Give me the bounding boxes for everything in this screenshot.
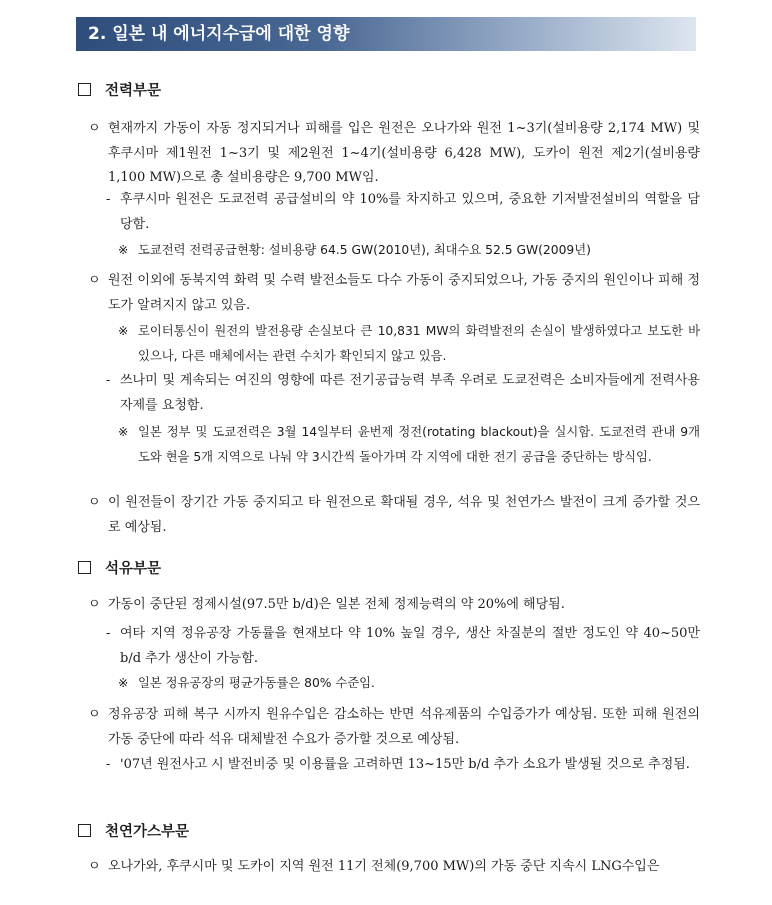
power-subpoint-1: - 후쿠시마 원전은 도쿄전력 공급설비의 약 10%를 차지하고 있으며, 중요한 기저발전설비의 역할을 담당함. bbox=[106, 188, 700, 237]
section-power-title: 전력부문 bbox=[78, 81, 161, 101]
circle-bullet-icon: ㅇ bbox=[88, 495, 101, 510]
checkbox-square-icon bbox=[78, 83, 91, 96]
oil-subpoint-1: - 여타 지역 정유공장 가동률을 현재보다 약 10% 높일 경우, 생산 차질분의 절반 정도인 약 40~50만 b/d 추가 생산이 가능함. bbox=[106, 622, 700, 671]
oil-subpoint-2: - '07년 원전사고 시 발전비중 및 이용률을 고려하면 13~15만 b/d 추가 소요가 발생될 것으로 추정됨. bbox=[106, 753, 700, 778]
oil-paragraph-2: ㅇ 정유공장 피해 복구 시까지 원유수입은 감소하는 반면 석유제품의 수입증가가 예상됨. 또한 피해 원전의 가동 중단에 따라 석유 대체발전 수요가 증가할 것으로 예상됨. bbox=[88, 703, 700, 752]
section-gas-title: 천연가스부문 bbox=[78, 822, 189, 842]
reference-mark-icon: ※ bbox=[118, 425, 129, 439]
power-note-1: ※ 도쿄전력 전력공급현황: 설비용량 64.5 GW(2010년), 최대수요 52.5 GW(2009년) bbox=[118, 238, 700, 263]
circle-bullet-icon: ㅇ bbox=[88, 121, 101, 136]
circle-bullet-icon: ㅇ bbox=[88, 859, 101, 874]
reference-mark-icon: ※ bbox=[118, 243, 129, 257]
power-note-3: ※ 일본 정부 및 도쿄전력은 3월 14일부터 윤번제 정전(rotating blackout)을 실시함. 도쿄전력 관내 9개 도와 현을 5개 지역으로 나눠 약 3시간씩 돌아가며 각 지역에 대한 전기 공급을 중단하는 방식임. bbox=[118, 420, 700, 469]
oil-note-1: ※ 일본 정유공장의 평균가동률은 80% 수준임. bbox=[118, 671, 700, 696]
section-header-banner bbox=[76, 17, 696, 51]
checkbox-square-icon bbox=[78, 561, 91, 574]
dash-bullet-icon: - bbox=[106, 757, 111, 772]
reference-mark-icon: ※ bbox=[118, 676, 129, 690]
section-oil-title: 석유부문 bbox=[78, 559, 161, 579]
power-paragraph-1: ㅇ 현재까지 가동이 자동 정지되거나 피해를 입은 원전은 오나가와 원전 1~3기(설비용량 2,174 MW) 및 후쿠시마 제1원전 1~3기 및 제2원전 1~4기(설비용량 6,428 MW), 도카이 원전 제2기(설비용량 1,100 MW)으로 총 설비용량은 9,700 MW임. bbox=[88, 117, 700, 191]
circle-bullet-icon: ㅇ bbox=[88, 273, 101, 288]
power-paragraph-2: ㅇ 원전 이외에 동북지역 화력 및 수력 발전소들도 다수 가동이 중지되었으나, 가동 중지의 원인이나 피해 정도가 알려지지 않고 있음. bbox=[88, 269, 700, 318]
dash-bullet-icon: - bbox=[106, 192, 111, 207]
power-paragraph-3: ㅇ 이 원전들이 장기간 가동 중지되고 타 원전으로 확대될 경우, 석유 및 천연가스 발전이 크게 증가할 것으로 예상됨. bbox=[88, 491, 700, 540]
oil-paragraph-1: ㅇ 가동이 중단된 정제시설(97.5만 b/d)은 일본 전체 정제능력의 약 20%에 해당됨. bbox=[88, 593, 700, 618]
gas-paragraph-1: ㅇ 오나가와, 후쿠시마 및 도카이 지역 원전 11기 전체(9,700 MW)의 가동 중단 지속시 LNG수입은 bbox=[88, 855, 700, 881]
dash-bullet-icon: - bbox=[106, 373, 111, 388]
checkbox-square-icon bbox=[78, 824, 91, 837]
power-subpoint-2: - 쓰나미 및 계속되는 여진의 영향에 따른 전기공급능력 부족 우려로 도쿄전력은 소비자들에게 전력사용 자제를 요청함. bbox=[106, 369, 700, 418]
reference-mark-icon: ※ bbox=[118, 324, 129, 338]
circle-bullet-icon: ㅇ bbox=[88, 597, 101, 612]
power-note-2: ※ 로이터통신이 원전의 발전용량 손실보다 큰 10,831 MW의 화력발전의 손실이 발생하였다고 보도한 바 있으나, 다른 매체에서는 관련 수치가 확인되지 않고 있음. bbox=[118, 319, 700, 368]
circle-bullet-icon: ㅇ bbox=[88, 707, 101, 722]
dash-bullet-icon: - bbox=[106, 626, 111, 641]
section-header-title: 2. 일본 내 에너지수급에 대한 영향 bbox=[88, 24, 350, 44]
